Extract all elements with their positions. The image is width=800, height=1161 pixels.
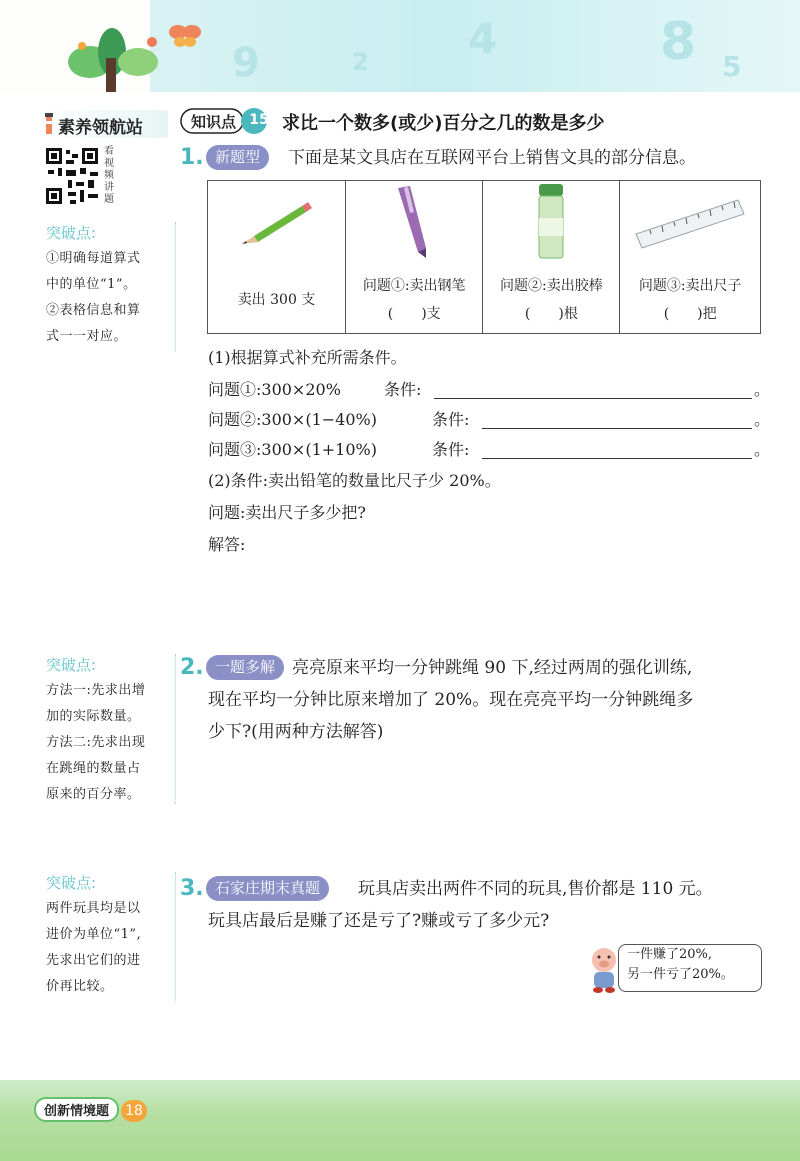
question-tag: 一题多解 bbox=[206, 655, 284, 680]
q2-line: 亮亮原来平均一分钟跳绳 90 下,经过两周的强化训练, bbox=[292, 658, 693, 678]
butterfly-icon bbox=[168, 20, 204, 50]
question-number: 3. bbox=[180, 876, 204, 901]
page-number: 18 bbox=[121, 1100, 147, 1122]
decor-number: 9 bbox=[232, 40, 260, 86]
table-cell-ruler: 问题③:卖出尺子 ( )把 bbox=[620, 267, 761, 334]
q2-line: 现在平均一分钟比原来增加了 20%。现在亮亮平均一分钟跳绳多 bbox=[208, 690, 694, 710]
table-cell-image bbox=[346, 181, 483, 268]
speech-bubble: 一件赚了20%, 另一件亏了20%。 bbox=[618, 944, 762, 992]
q1-answer-label: 解答: bbox=[208, 535, 246, 554]
q1-row-condition: 条件: bbox=[432, 410, 470, 429]
q1-row-condition: 条件: bbox=[432, 440, 470, 459]
q1-part1: (1)根据算式补充所需条件。 bbox=[208, 348, 407, 367]
breakthrough-tips-q1: ①明确每道算式 中的单位“1”。 ②表格信息和算 式一一对应。 bbox=[46, 251, 141, 344]
qr-label: 看 视 频 讲 题 bbox=[104, 146, 114, 205]
question-number: 1. bbox=[180, 145, 204, 170]
pencil-icon bbox=[232, 192, 322, 252]
footer-tag bbox=[34, 1097, 147, 1122]
question-intro: 下面是某文具店在互联网平台上销售文具的部分信息。 bbox=[288, 148, 696, 168]
footer-label: 创新情境题 bbox=[34, 1097, 119, 1122]
pig-mascot-icon bbox=[586, 944, 622, 994]
question-tag: 新题型 bbox=[206, 145, 269, 170]
answer-blank[interactable] bbox=[434, 380, 752, 399]
breakthrough-title: 突破点: bbox=[46, 656, 97, 674]
breakthrough-title: 突破点: bbox=[46, 224, 97, 242]
table-cell-image bbox=[208, 181, 346, 268]
knowledge-point-title: 求比一个数多(或少)百分之几的数是多少 bbox=[282, 113, 605, 134]
q1-part2-question: 问题:卖出尺子多少把? bbox=[208, 503, 366, 522]
table-cell-image bbox=[483, 181, 620, 268]
divider bbox=[175, 222, 176, 352]
goods-table bbox=[207, 180, 761, 334]
period: 。 bbox=[754, 440, 771, 459]
sidebar-title-text: 素养领航站 bbox=[58, 118, 143, 138]
knowledge-point-number: 15 bbox=[249, 112, 269, 128]
breakthrough-tips-q3: 两件玩具均是以 进价为单位“1”, 先求出它们的进 价再比较。 bbox=[46, 901, 142, 994]
glue-stick-icon bbox=[531, 182, 571, 262]
q3-line: 玩具店卖出两件不同的玩具,售价都是 110 元。 bbox=[358, 879, 713, 899]
table-cell-pencil: 卖出 300 支 bbox=[208, 267, 346, 334]
sidebar-title bbox=[40, 110, 168, 138]
answer-blank[interactable] bbox=[482, 410, 752, 429]
pen-icon bbox=[384, 182, 444, 262]
decor-number: 8 bbox=[660, 12, 697, 72]
q1-row-expression: 问题①:300×20% bbox=[208, 380, 341, 399]
divider bbox=[175, 654, 176, 804]
q1-part2-condition: (2)条件:卖出铅笔的数量比尺子少 20%。 bbox=[208, 471, 501, 490]
decor-number: 2 bbox=[352, 48, 369, 76]
period: 。 bbox=[754, 410, 771, 429]
lighthouse-icon bbox=[42, 112, 56, 136]
qr-code-icon[interactable] bbox=[44, 146, 100, 206]
table-cell-image bbox=[620, 181, 761, 268]
q1-row-condition: 条件: bbox=[384, 380, 422, 399]
q1-row-expression: 问题②:300×(1−40%) bbox=[208, 410, 377, 429]
plant-illustration bbox=[60, 22, 170, 92]
period: 。 bbox=[754, 380, 771, 399]
decor-number: 5 bbox=[722, 50, 742, 83]
divider bbox=[175, 872, 176, 1002]
table-cell-glue: 问题②:卖出胶棒 ( )根 bbox=[483, 267, 620, 334]
knowledge-point-label: 知识点 bbox=[191, 113, 237, 131]
breakthrough-tips-q2: 方法一:先求出增 加的实际数量。 方法二:先求出现 在跳绳的数量占 原来的百分率。 bbox=[46, 683, 146, 802]
table-cell-pen: 问题①:卖出钢笔 ( )支 bbox=[346, 267, 483, 334]
q1-row-expression: 问题③:300×(1+10%) bbox=[208, 440, 377, 459]
q2-line: 少下?(用两种方法解答) bbox=[208, 722, 384, 742]
ruler-icon bbox=[630, 192, 750, 252]
question-number: 2. bbox=[180, 655, 204, 680]
question-tag: 石家庄期末真题 bbox=[206, 876, 329, 901]
decor-number: 4 bbox=[468, 14, 498, 63]
breakthrough-title: 突破点: bbox=[46, 874, 97, 892]
q3-line: 玩具店最后是赚了还是亏了?赚或亏了多少元? bbox=[208, 911, 550, 931]
answer-blank[interactable] bbox=[482, 440, 752, 459]
